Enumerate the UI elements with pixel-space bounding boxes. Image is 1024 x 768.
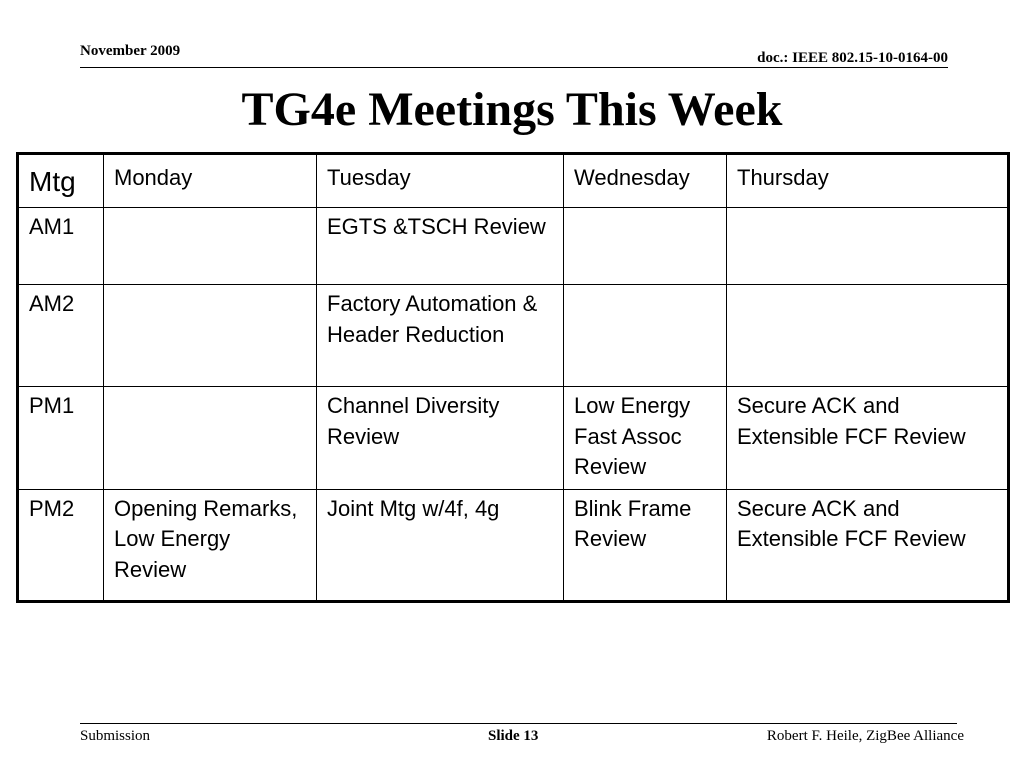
column-header-tuesday: Tuesday [317,154,564,208]
table-cell: Blink Frame Review [564,489,727,601]
table-cell: Secure ACK and Extensible FCF Review [727,489,1009,601]
table-cell: PM1 [18,387,104,490]
table-cell [564,285,727,387]
slide-title: TG4e Meetings This Week [241,83,783,136]
table-cell: PM2 [18,489,104,601]
column-header-mtg: Mtg [18,154,104,208]
table-cell [727,285,1009,387]
column-header-monday: Monday [104,154,317,208]
header-doc-id: doc.: IEEE 802.15-10-0164-00 [757,50,948,66]
table-cell: AM2 [18,285,104,387]
table-cell [104,285,317,387]
table-cell: Opening Remarks, Low Energy Review [104,489,317,601]
header-divider [80,67,948,68]
table-cell [564,208,727,285]
table-cell: Low Energy Fast Assoc Review [564,387,727,490]
table-cell [104,387,317,490]
table-cell [727,208,1009,285]
meeting-schedule-table [16,152,1010,603]
table-cell [104,208,317,285]
footer-submission: Submission [80,728,151,744]
column-header-wednesday: Wednesday [564,154,727,208]
footer-slide-number: Slide 13 [488,728,539,744]
table-row [18,387,1009,490]
table-cell: EGTS &TSCH Review [317,208,564,285]
table-cell: AM1 [18,208,104,285]
footer-author: Robert F. Heile, ZigBee Alliance [766,728,964,744]
table-cell: Joint Mtg w/4f, 4g [317,489,564,601]
table-cell: Secure ACK and Extensible FCF Review [727,387,1009,490]
footer-divider [80,723,957,724]
table-row [18,489,1009,601]
table-cell: Factory Automation & Header Reduction [317,285,564,387]
table-cell: Channel Diversity Review [317,387,564,490]
table-row [18,208,1009,285]
column-header-thursday: Thursday [727,154,1009,208]
table-header-row [18,154,1009,208]
table-row [18,285,1009,387]
header-date: November 2009 [80,43,181,59]
